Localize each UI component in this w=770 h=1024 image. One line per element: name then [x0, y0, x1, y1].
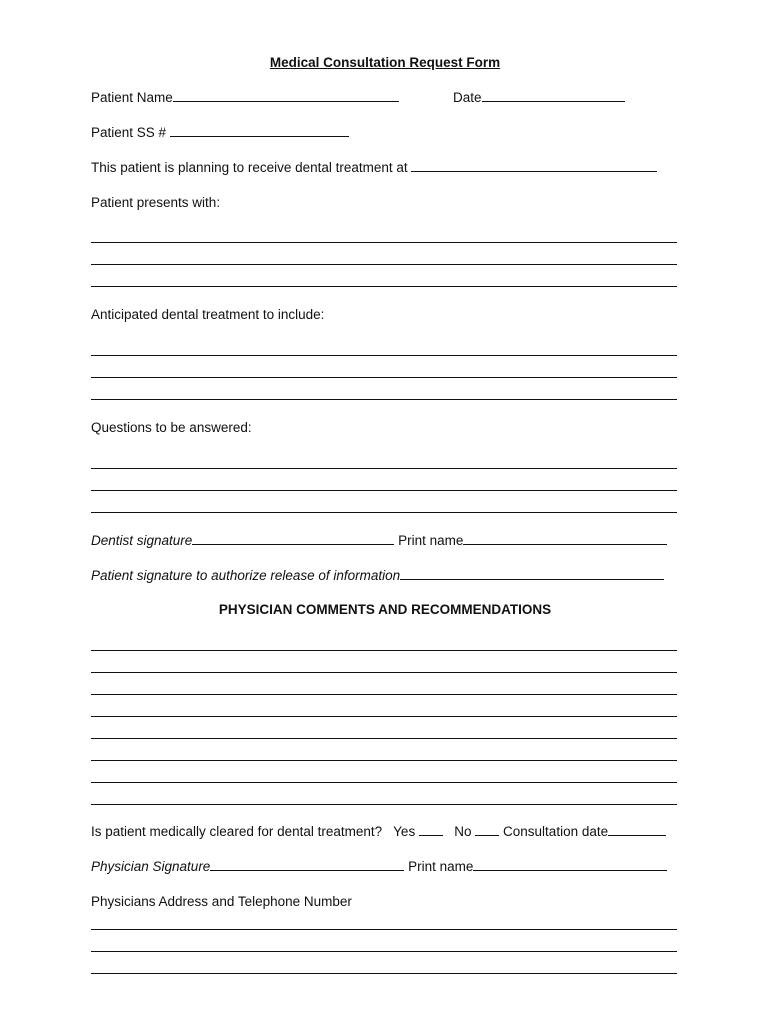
- questions-line[interactable]: [91, 490, 677, 491]
- date-blank[interactable]: [482, 89, 625, 102]
- patient-ss-field[interactable]: [91, 124, 349, 142]
- questions-line[interactable]: [91, 468, 677, 469]
- consultation-date-label: Consultation date: [503, 824, 609, 839]
- patient-signature-blank[interactable]: [400, 567, 664, 580]
- date-field[interactable]: [453, 89, 625, 107]
- physician-comments-line[interactable]: [91, 738, 677, 739]
- physician-comments-line[interactable]: [91, 650, 677, 651]
- anticipated-treatment-line[interactable]: [91, 399, 677, 400]
- treatment-location-field[interactable]: [91, 159, 657, 177]
- physician-comments-line[interactable]: [91, 804, 677, 805]
- patient-name-blank[interactable]: [173, 89, 399, 102]
- medical-clearance-row: [91, 823, 666, 841]
- physician-signature-field[interactable]: [91, 858, 667, 876]
- no-label: No: [454, 824, 472, 839]
- anticipated-treatment-line[interactable]: [91, 355, 677, 356]
- yes-label: Yes: [393, 824, 416, 839]
- physician-section-heading: PHYSICIAN COMMENTS AND RECOMMENDATIONS: [218, 602, 552, 617]
- presents-with-line[interactable]: [91, 264, 677, 265]
- patient-ss-blank[interactable]: [170, 124, 349, 137]
- patient-ss-label: Patient SS #: [91, 125, 167, 140]
- physician-signature-blank[interactable]: [210, 858, 404, 871]
- physician-comments-line[interactable]: [91, 716, 677, 717]
- no-blank[interactable]: [475, 823, 499, 836]
- treatment-location-label: This patient is planning to receive dental treatment at: [91, 160, 408, 175]
- questions-line[interactable]: [91, 512, 677, 513]
- yes-blank[interactable]: [419, 823, 443, 836]
- questions-label: Questions to be answered:: [91, 420, 252, 435]
- dentist-print-name-blank[interactable]: [463, 532, 667, 545]
- dentist-print-name-label: Print name: [398, 533, 464, 548]
- dentist-signature-label: Dentist signature: [91, 533, 193, 548]
- dentist-signature-blank[interactable]: [192, 532, 394, 545]
- physician-comments-line[interactable]: [91, 760, 677, 761]
- physician-address-label: Physicians Address and Telephone Number: [91, 894, 352, 909]
- cleared-question: Is patient medically cleared for dental treatment?: [91, 824, 383, 839]
- physician-comments-line[interactable]: [91, 672, 677, 673]
- patient-signature-field[interactable]: [91, 567, 664, 585]
- patient-name-field[interactable]: [91, 89, 399, 107]
- presents-with-line[interactable]: [91, 242, 677, 243]
- page-title: Medical Consultation Request Form: [269, 55, 501, 70]
- presents-with-label: Patient presents with:: [91, 195, 221, 210]
- presents-with-line[interactable]: [91, 286, 677, 287]
- physician-comments-line[interactable]: [91, 782, 677, 783]
- dentist-signature-field[interactable]: [91, 532, 667, 550]
- anticipated-treatment-line[interactable]: [91, 377, 677, 378]
- patient-name-label: Patient Name: [91, 90, 173, 105]
- patient-signature-label: Patient signature to authorize release of information: [91, 568, 401, 583]
- physician-print-name-label: Print name: [408, 859, 474, 874]
- consultation-date-blank[interactable]: [608, 823, 666, 836]
- date-label: Date: [453, 90, 482, 105]
- treatment-location-blank[interactable]: [411, 159, 657, 172]
- physician-address-line[interactable]: [91, 929, 677, 930]
- physician-address-line[interactable]: [91, 973, 677, 974]
- physician-address-line[interactable]: [91, 951, 677, 952]
- physician-comments-line[interactable]: [91, 694, 677, 695]
- physician-signature-label: Physician Signature: [91, 859, 211, 874]
- anticipated-treatment-label: Anticipated dental treatment to include:: [91, 307, 325, 322]
- physician-print-name-blank[interactable]: [473, 858, 667, 871]
